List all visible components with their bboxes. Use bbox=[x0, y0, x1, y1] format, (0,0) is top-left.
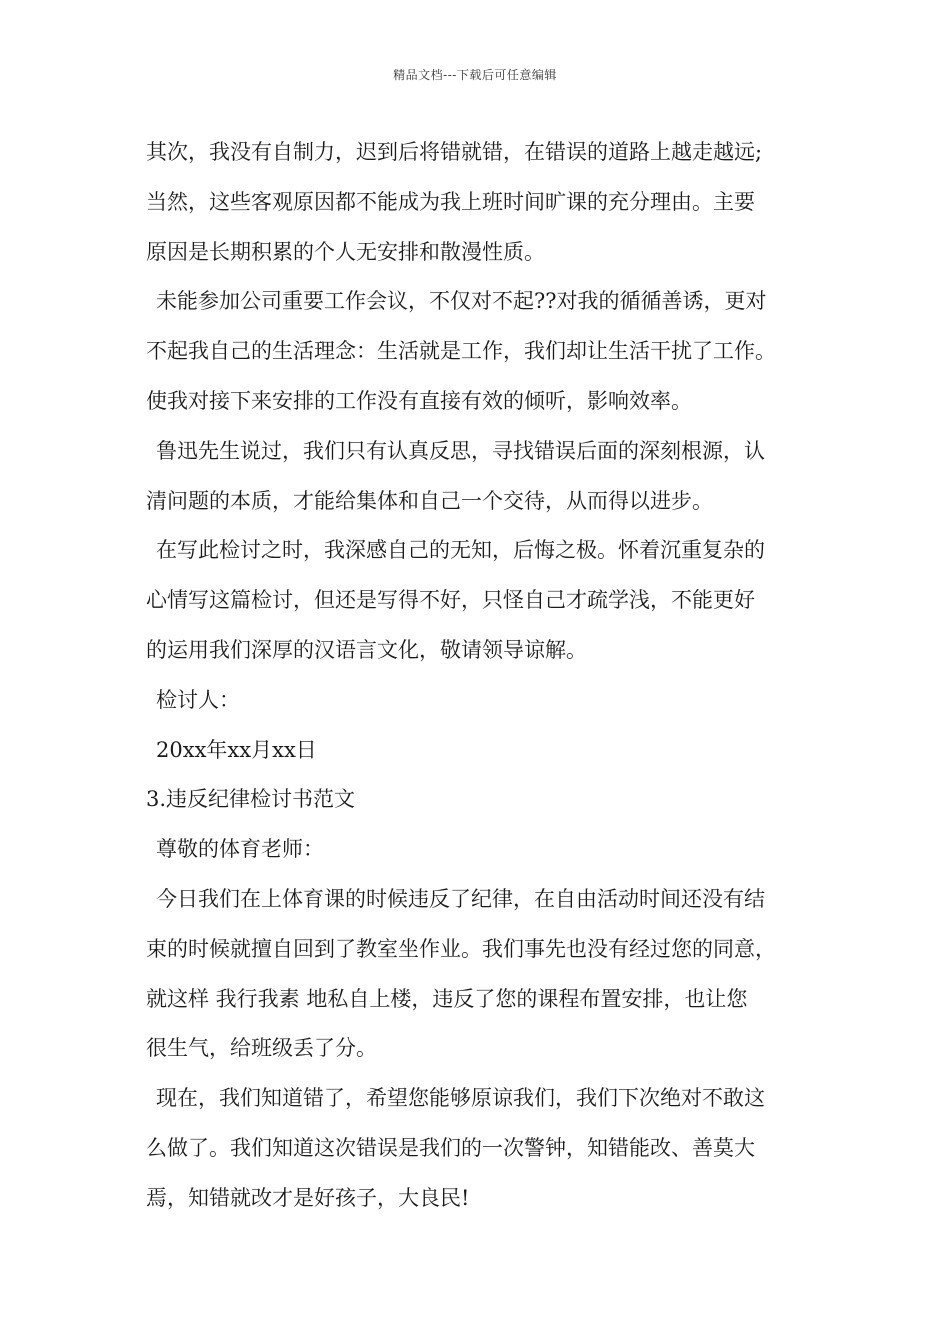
text-line: 未能参加公司重要工作会议，不仅对不起??对我的循循善诱，更对 bbox=[156, 289, 767, 314]
document-body bbox=[146, 128, 826, 1224]
salutation: 尊敬的体育老师： bbox=[156, 837, 324, 862]
text-line: 其次，我没有自制力，迟到后将错就错，在错误的道路上越走越远; bbox=[146, 140, 763, 164]
text-line: 束的时候就擅自回到了教室坐作业。我们事先也没有经过您的同意， bbox=[146, 936, 776, 961]
text-line: 焉，知错就改才是好孩子，大良民! bbox=[146, 1185, 470, 1210]
text-line: 心情写这篇检讨，但还是写得不好，只怪自己才疏学浅，不能更好 bbox=[146, 588, 755, 613]
signature-label: 检讨人： bbox=[156, 687, 240, 712]
text-line: 不起我自己的生活理念：生活就是工作，我们却让生活干扰了工作。 bbox=[146, 339, 776, 364]
text-line: 就这样 我行我素 地私自上楼，违反了您的课程布置安排，也让您 bbox=[146, 986, 748, 1011]
text-line: 的运用我们深厚的汉语言文化，敬请领导谅解。 bbox=[146, 637, 587, 662]
section-heading: 3.违反纪律检讨书范文 bbox=[146, 787, 356, 812]
text-line: 么做了。我们知道这次错误是我们的一次警钟，知错能改、善莫大 bbox=[146, 1135, 755, 1160]
text-line: 当然，这些客观原因都不能成为我上班时间旷课的充分理由。主要 bbox=[146, 189, 755, 214]
text-line: 鲁迅先生说过，我们只有认真反思，寻找错误后面的深刻根源，认 bbox=[156, 438, 765, 463]
text-line: 今日我们在上体育课的时候违反了纪律，在自由活动时间还没有结 bbox=[156, 886, 765, 911]
text-line: 原因是长期积累的个人无安排和散漫性质。 bbox=[146, 239, 545, 264]
text-line: 在写此检讨之时，我深感自己的无知，后悔之极。怀着沉重复杂的 bbox=[156, 538, 765, 563]
date-line: 20xx年xx月xx日 bbox=[156, 737, 317, 762]
text-line: 很生气，给班级丢了分。 bbox=[146, 1036, 377, 1061]
text-line: 使我对接下来安排的工作没有直接有效的倾听，影响效率。 bbox=[146, 388, 692, 413]
page-header: 精品文档---下载后可任意编辑 bbox=[393, 68, 557, 82]
text-line: 清问题的本质，才能给集体和自己一个交待，从而得以进步。 bbox=[146, 488, 713, 513]
text-line: 现在，我们知道错了，希望您能够原谅我们，我们下次绝对不敢这 bbox=[156, 1086, 765, 1111]
